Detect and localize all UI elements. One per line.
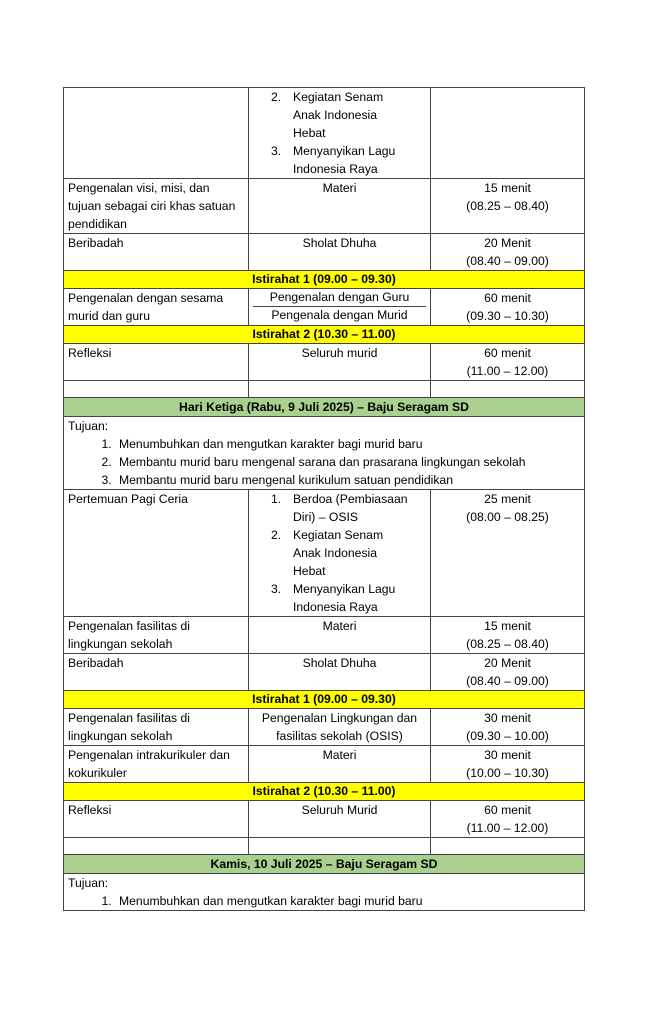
activity-cell: Refleksi [64,344,249,381]
method-cell: Sholat Dhuha [249,654,431,691]
duration-cell: 15 menit (08.25 – 08.40) [431,179,585,234]
method-sub-cell: Pengenalan dengan Guru [269,290,410,304]
duration-cell: 60 menit (11.00 – 12.00) [431,801,585,838]
duration-cell: 30 menit (09.30 – 10.00) [431,709,585,746]
duration-cell: 15 menit (08.25 – 08.40) [431,617,585,654]
method-cell [249,289,431,326]
activity-cell: Pengenalan dengan sesama murid dan guru [64,289,249,326]
activity-cell: Refleksi [64,801,249,838]
activity-cell: Beribadah [64,654,249,691]
objectives-cell [64,417,585,490]
objectives-row [64,874,585,911]
activity-cell: Pengenalan intrakurikuler dan kokurikuler [64,746,249,783]
day-header: Hari Ketiga (Rabu, 9 Juli 2025) – Baju Seragam SD [64,398,585,417]
method-cell [249,88,431,179]
day-header: Kamis, 10 Juli 2025 – Baju Seragam SD [64,855,585,874]
blank-row [64,838,585,855]
list-item: 3. Menyanyikan Lagu Indonesia Raya [271,582,396,614]
break-row [64,691,585,709]
method-cell: Sholat Dhuha [249,234,431,271]
objective-item: 3. Membantu murid baru mengenal kurikulum satuan pendidikan [115,471,580,489]
activity-cell: Beribadah [64,234,249,271]
activity-cell [64,88,249,179]
break-label: Istirahat 1 (09.00 – 09.30) [64,271,585,289]
list-item: 1. Berdoa (Pembiasaan Diri) – OSIS [271,492,408,524]
method-cell: Materi [249,179,431,234]
break-row [64,326,585,344]
list-item: 2. Kegiatan Senam Anak Indonesia Hebat [271,90,384,140]
table-row [64,746,585,783]
table-row [64,344,585,381]
break-row [64,783,585,801]
day-header-row [64,855,585,874]
objectives-label: Tujuan: [68,876,109,890]
duration-cell: 60 menit (11.00 – 12.00) [431,344,585,381]
objectives-label: Tujuan: [68,419,109,433]
break-label: Istirahat 1 (09.00 – 09.30) [64,691,585,709]
duration-cell: 20 Menit (08.40 – 09.00) [431,234,585,271]
objective-item: 2. Membantu murid baru mengenal sarana dan prasarana lingkungan sekolah [115,453,580,471]
schedule-table [63,87,585,911]
table-row [64,88,585,179]
day-header-row [64,398,585,417]
objectives-cell [64,874,585,911]
objectives-row [64,417,585,490]
duration-cell: 20 Menit (08.40 – 09.00) [431,654,585,691]
activity-cell: Pengenalan visi, misi, dan tujuan sebagai ciri khas satuan pendidikan [64,179,249,234]
objective-item: 1. Menumbuhkan dan mengutkan karakter bagi murid baru [115,892,580,910]
method-cell: Seluruh murid [249,344,431,381]
table-row [64,234,585,271]
table-row [64,654,585,691]
method-cell [249,490,431,617]
method-sub-cell: Pengenala dengan Murid [253,307,426,325]
method-cell: Materi [249,617,431,654]
table-row [64,617,585,654]
activity-cell: Pengenalan fasilitas di lingkungan sekolah [64,709,249,746]
method-cell: Materi [249,746,431,783]
activity-cell: Pengenalan fasilitas di lingkungan sekolah [64,617,249,654]
table-row [64,490,585,617]
blank-row [64,381,585,398]
list-item: 2. Kegiatan Senam Anak Indonesia Hebat [271,528,384,578]
table-row [64,709,585,746]
duration-cell: 30 menit (10.00 – 10.30) [431,746,585,783]
break-label: Istirahat 2 (10.30 – 11.00) [64,326,585,344]
break-label: Istirahat 2 (10.30 – 11.00) [64,783,585,801]
break-row [64,271,585,289]
duration-cell: 25 menit (08.00 – 08.25) [431,490,585,617]
activity-cell: Pertemuan Pagi Ceria [64,490,249,617]
objective-item: 1. Menumbuhkan dan mengutkan karakter bagi murid baru [115,435,580,453]
table-row [64,179,585,234]
method-cell: Pengenalan Lingkungan dan fasilitas sekolah (OSIS) [249,709,431,746]
list-item: 3. Menyanyikan Lagu Indonesia Raya [271,144,396,176]
method-cell: Seluruh Murid [249,801,431,838]
duration-cell [431,88,585,179]
table-row [64,289,585,326]
duration-cell: 60 menit (09.30 – 10.30) [431,289,585,326]
table-row [64,801,585,838]
